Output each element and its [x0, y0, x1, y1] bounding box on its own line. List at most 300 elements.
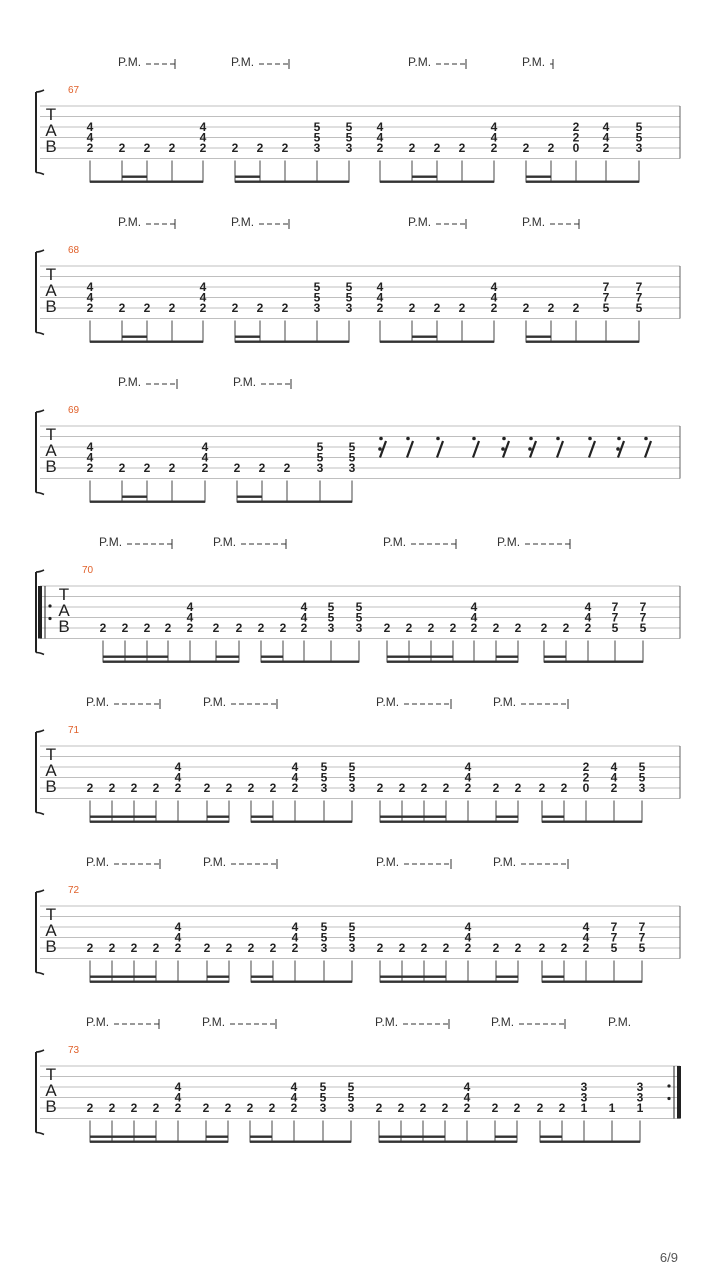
fret-number: 2 [203, 941, 211, 955]
fret-number: 2 [538, 941, 546, 955]
fret-number: 3 [348, 781, 356, 795]
palm-mute-label: P.M. [375, 1015, 399, 1029]
rhythm-slash [557, 441, 563, 458]
beam-secondary [496, 816, 518, 818]
fret-number: 2 [492, 781, 500, 795]
fret-number: 5 [345, 280, 353, 294]
beam-secondary [387, 656, 453, 658]
fret-number: 2 [420, 941, 428, 955]
fret-number: 2 [86, 301, 94, 315]
beam-secondary [122, 176, 147, 178]
fret-number: 5 [316, 440, 324, 454]
fret-number: 2 [602, 141, 610, 155]
rhythm-slash-dot [501, 447, 505, 451]
repeat-dot [48, 617, 51, 620]
fret-number: 2 [168, 461, 176, 475]
system-bracket-end [36, 1050, 44, 1135]
beam [90, 1141, 228, 1143]
fret-number: 4 [199, 290, 207, 305]
fret-number: 4 [464, 920, 472, 934]
fret-number: 2 [405, 621, 413, 635]
fret-number: 5 [320, 770, 328, 785]
fret-number: 4 [86, 280, 94, 294]
tab-clef-letter: A [45, 121, 57, 140]
measure-number: 69 [68, 405, 80, 416]
fret-number: 3 [345, 141, 353, 155]
beam-secondary [207, 976, 229, 978]
fret-number: 2 [225, 941, 233, 955]
fret-number: 2 [441, 1101, 449, 1115]
fret-number: 2 [174, 941, 182, 955]
fret-number: 2 [130, 941, 138, 955]
fret-number: 2 [86, 781, 94, 795]
fret-number: 2 [256, 141, 264, 155]
beam [90, 501, 205, 503]
fret-number: 7 [638, 930, 646, 945]
palm-mute-label: P.M. [491, 1015, 515, 1029]
fret-number: 4 [199, 280, 207, 294]
fret-number: 3 [580, 1090, 588, 1105]
beam-secondary [122, 496, 147, 498]
palm-mute-label: P.M. [99, 535, 123, 549]
measure-number: 72 [68, 885, 80, 896]
fret-number: 7 [611, 610, 619, 625]
fret-number: 5 [635, 120, 643, 134]
beam-secondary [412, 176, 437, 178]
fret-number: 2 [522, 301, 530, 315]
fret-number: 2 [201, 461, 209, 475]
fret-number: 2 [464, 781, 472, 795]
fret-number: 2 [514, 621, 522, 635]
beam-secondary [207, 816, 229, 818]
fret-number: 5 [327, 610, 335, 625]
fret-number: 2 [547, 301, 555, 315]
tab-system-67 [36, 55, 680, 183]
fret-number: 5 [319, 1080, 327, 1094]
fret-number: 2 [427, 621, 435, 635]
measure-number: 67 [68, 85, 80, 96]
beam [251, 981, 352, 983]
fret-number: 5 [347, 1090, 355, 1105]
fret-number: 4 [376, 280, 384, 294]
tab-clef-letter: B [45, 457, 57, 476]
fret-number: 2 [268, 1101, 276, 1115]
palm-mute-label: P.M. [497, 535, 521, 549]
palm-mute-label: P.M. [522, 215, 546, 229]
fret-number: 5 [348, 440, 356, 454]
palm-mute-label: P.M. [118, 55, 142, 69]
fret-number: 4 [490, 280, 498, 294]
palm-mute-label: P.M. [522, 55, 546, 69]
beam-secondary [526, 176, 551, 178]
fret-number: 4 [300, 610, 308, 625]
beam [90, 181, 203, 183]
fret-number: 2 [202, 1101, 210, 1115]
beam [526, 341, 639, 343]
fret-number: 3 [320, 941, 328, 955]
fret-number: 2 [256, 301, 264, 315]
fret-number: 2 [246, 1101, 254, 1115]
fret-number: 4 [174, 770, 182, 785]
fret-number: 4 [300, 600, 308, 614]
fret-number: 2 [419, 1101, 427, 1115]
fret-number: 3 [319, 1101, 327, 1115]
fret-number: 2 [174, 781, 182, 795]
repeat-dot [667, 1097, 670, 1100]
fret-number: 5 [320, 760, 328, 774]
fret-number: 2 [572, 301, 580, 315]
fret-number: 2 [582, 941, 590, 955]
beam-secondary [542, 976, 564, 978]
fret-number: 2 [231, 301, 239, 315]
system-bracket-end [36, 410, 44, 495]
fret-number: 5 [319, 1090, 327, 1105]
fret-number: 5 [313, 120, 321, 134]
fret-number: 5 [348, 760, 356, 774]
tab-clef-letter: A [58, 601, 70, 620]
palm-mute-label: P.M. [213, 535, 237, 549]
fret-number: 2 [408, 141, 416, 155]
tab-clef-letter: A [45, 441, 57, 460]
tab-clef-letter: A [45, 921, 57, 940]
tab-system-72 [36, 855, 680, 983]
fret-number: 2 [199, 301, 207, 315]
fret-number: 4 [174, 1090, 182, 1105]
beam [380, 181, 494, 183]
fret-number: 2 [118, 461, 126, 475]
fret-number: 2 [224, 1101, 232, 1115]
fret-number: 2 [235, 621, 243, 635]
beam [380, 341, 494, 343]
beam [542, 981, 642, 983]
fret-number: 4 [602, 120, 610, 134]
fret-number: 4 [470, 600, 478, 614]
fret-number: 3 [316, 461, 324, 475]
fret-number: 1 [636, 1101, 644, 1115]
fret-number: 4 [201, 440, 209, 454]
fret-number: 7 [635, 290, 643, 305]
fret-number: 2 [168, 141, 176, 155]
fret-number: 3 [580, 1080, 588, 1094]
fret-number: 2 [99, 621, 107, 635]
fret-number: 2 [291, 941, 299, 955]
fret-number: 4 [291, 760, 299, 774]
tab-clef-letter: T [45, 1065, 57, 1084]
fret-number: 5 [638, 770, 646, 785]
beam-secondary [261, 656, 283, 658]
fret-number: 4 [86, 130, 94, 145]
tab-clef-letter: T [45, 745, 57, 764]
fret-number: 2 [168, 301, 176, 315]
fret-number: 2 [143, 461, 151, 475]
beam [250, 1141, 351, 1143]
fret-number: 4 [290, 1080, 298, 1094]
fret-number: 2 [522, 141, 530, 155]
palm-mute-label: P.M. [203, 695, 227, 709]
fret-number: 7 [602, 290, 610, 305]
fret-number: 2 [130, 781, 138, 795]
palm-mute-label: P.M. [408, 55, 432, 69]
fret-number: 2 [464, 941, 472, 955]
beam-secondary [90, 1136, 156, 1138]
rhythm-slash-dot [644, 437, 648, 441]
fret-number: 2 [376, 941, 384, 955]
fret-number: 5 [313, 280, 321, 294]
rhythm-slash [437, 441, 443, 458]
tab-system-70 [36, 535, 680, 663]
fret-number: 2 [458, 141, 466, 155]
fret-number: 2 [143, 141, 151, 155]
beam [235, 341, 349, 343]
fret-number: 2 [225, 781, 233, 795]
fret-number: 5 [348, 770, 356, 785]
measure-number: 70 [82, 565, 94, 576]
beam-secondary [526, 336, 551, 338]
fret-number: 2 [86, 941, 94, 955]
fret-number: 5 [610, 941, 618, 955]
tab-clef-letter: A [45, 1081, 57, 1100]
tab-clef-letter: T [58, 585, 70, 604]
fret-number: 2 [458, 301, 466, 315]
fret-number: 2 [247, 941, 255, 955]
fret-number: 4 [174, 760, 182, 774]
fret-number: 5 [635, 130, 643, 145]
fret-number: 2 [433, 141, 441, 155]
fret-number: 5 [638, 760, 646, 774]
fret-number: 2 [492, 941, 500, 955]
fret-number: 4 [186, 600, 194, 614]
fret-number: 5 [348, 930, 356, 945]
palm-mute-label: P.M. [608, 1015, 632, 1029]
fret-number: 2 [442, 941, 450, 955]
fret-number: 2 [540, 621, 548, 635]
fret-number: 4 [582, 920, 590, 934]
palm-mute-label: P.M. [231, 55, 255, 69]
fret-number: 2 [258, 461, 266, 475]
repeat-end-thick-bar [677, 1066, 681, 1119]
fret-number: 4 [584, 600, 592, 614]
beam [237, 501, 352, 503]
fret-number: 5 [635, 301, 643, 315]
fret-number: 5 [313, 130, 321, 145]
palm-mute-label: P.M. [408, 215, 432, 229]
fret-number: 0 [572, 141, 580, 155]
fret-number: 2 [290, 1101, 298, 1115]
fret-number: 7 [610, 930, 618, 945]
fret-number: 4 [290, 1090, 298, 1105]
fret-number: 2 [572, 130, 580, 145]
rhythm-slash-dot [617, 437, 621, 441]
rhythm-slash [645, 441, 651, 458]
fret-number: 2 [108, 1101, 116, 1115]
palm-mute-label: P.M. [202, 1015, 226, 1029]
palm-mute-label: P.M. [86, 855, 110, 869]
beam [526, 181, 639, 183]
fret-number: 2 [281, 141, 289, 155]
fret-number: 4 [582, 930, 590, 945]
fret-number: 2 [514, 941, 522, 955]
tab-system-69 [36, 375, 680, 503]
fret-number: 2 [572, 120, 580, 134]
fret-number: 1 [580, 1101, 588, 1115]
fret-number: 4 [610, 760, 618, 774]
beam-secondary [235, 176, 260, 178]
rhythm-slash-dot [472, 437, 476, 441]
beam-secondary [90, 976, 156, 978]
fret-number: 4 [291, 770, 299, 785]
beam [544, 661, 643, 663]
palm-mute-label: P.M. [383, 535, 407, 549]
fret-number: 2 [164, 621, 172, 635]
palm-mute-label: P.M. [203, 855, 227, 869]
fret-number: 3 [355, 621, 363, 635]
page-number: 6/9 [659, 1250, 678, 1265]
tab-clef-letter: T [45, 425, 57, 444]
beam [235, 181, 349, 183]
fret-number: 2 [186, 621, 194, 635]
fret-number: 4 [174, 920, 182, 934]
fret-number: 2 [383, 621, 391, 635]
tab-clef-letter: B [45, 137, 57, 156]
beam-secondary [90, 816, 156, 818]
fret-number: 2 [376, 301, 384, 315]
fret-number: 3 [348, 461, 356, 475]
fret-number: 2 [420, 781, 428, 795]
beam-secondary [496, 976, 518, 978]
fret-number: 2 [490, 141, 498, 155]
beam-secondary [122, 336, 147, 338]
fret-number: 2 [433, 301, 441, 315]
beam-secondary [251, 816, 273, 818]
fret-number: 4 [201, 450, 209, 465]
fret-number: 3 [345, 301, 353, 315]
fret-number: 2 [513, 1101, 521, 1115]
palm-mute-label: P.M. [493, 855, 517, 869]
rhythm-slash-dot [379, 437, 383, 441]
fret-number: 2 [560, 941, 568, 955]
fret-number: 2 [143, 621, 151, 635]
tab-system-73 [36, 1015, 681, 1143]
system-bracket-end [36, 730, 44, 815]
fret-number: 2 [558, 1101, 566, 1115]
beam [387, 661, 518, 663]
tab-clef-letter: B [45, 297, 57, 316]
fret-number: 5 [347, 1080, 355, 1094]
palm-mute-label: P.M. [86, 1015, 110, 1029]
palm-mute-label: P.M. [493, 695, 517, 709]
fret-number: 2 [491, 1101, 499, 1115]
rhythm-slash [407, 441, 413, 458]
system-bracket-end [36, 890, 44, 975]
fret-number: 5 [316, 450, 324, 465]
fret-number: 3 [313, 141, 321, 155]
fret-number: 5 [345, 120, 353, 134]
fret-number: 4 [376, 120, 384, 134]
fret-number: 1 [608, 1101, 616, 1115]
beam-secondary [540, 1136, 562, 1138]
fret-number: 2 [233, 461, 241, 475]
beam [103, 661, 239, 663]
tab-clef-letter: T [45, 905, 57, 924]
beam [261, 661, 359, 663]
fret-number: 4 [490, 120, 498, 134]
rhythm-slash [589, 441, 595, 458]
fret-number: 3 [327, 621, 335, 635]
fret-number: 2 [86, 461, 94, 475]
fret-number: 2 [492, 621, 500, 635]
fret-number: 3 [348, 941, 356, 955]
fret-number: 4 [174, 930, 182, 945]
fret-number: 2 [281, 301, 289, 315]
tab-system-71 [36, 695, 680, 823]
fret-number: 7 [639, 600, 647, 614]
beam-secondary [237, 496, 262, 498]
fret-number: 2 [174, 1101, 182, 1115]
beam-secondary [250, 1136, 272, 1138]
fret-number: 2 [408, 301, 416, 315]
fret-number: 5 [313, 290, 321, 305]
fret-number: 5 [611, 621, 619, 635]
fret-number: 4 [470, 610, 478, 625]
fret-number: 2 [257, 621, 265, 635]
beam [90, 981, 229, 983]
tab-clef-letter: A [45, 761, 57, 780]
tab-clef-letter: B [45, 937, 57, 956]
palm-mute-label: P.M. [376, 855, 400, 869]
tab-clef-letter: B [45, 1097, 57, 1116]
beam-secondary [495, 1136, 517, 1138]
fret-number: 5 [355, 610, 363, 625]
fret-number: 5 [345, 290, 353, 305]
palm-mute-label: P.M. [233, 375, 257, 389]
fret-number: 2 [108, 941, 116, 955]
palm-mute-label: P.M. [118, 375, 142, 389]
rhythm-slash-dot [406, 437, 410, 441]
fret-number: 2 [269, 781, 277, 795]
fret-number: 2 [547, 141, 555, 155]
fret-number: 7 [602, 280, 610, 294]
fret-number: 2 [397, 1101, 405, 1115]
rhythm-slash-dot [529, 437, 533, 441]
fret-number: 5 [639, 621, 647, 635]
fret-number: 7 [635, 280, 643, 294]
fret-number: 2 [279, 621, 287, 635]
measure-number: 73 [68, 1045, 80, 1056]
rhythm-slash-dot [556, 437, 560, 441]
fret-number: 4 [86, 450, 94, 465]
fret-number: 2 [449, 621, 457, 635]
fret-number: 4 [610, 770, 618, 785]
fret-number: 3 [636, 1090, 644, 1105]
fret-number: 2 [463, 1101, 471, 1115]
fret-number: 4 [199, 130, 207, 145]
fret-number: 5 [320, 920, 328, 934]
repeat-dot [667, 1084, 670, 1087]
fret-number: 5 [348, 920, 356, 934]
fret-number: 2 [108, 781, 116, 795]
fret-number: 2 [86, 141, 94, 155]
fret-number: 4 [291, 920, 299, 934]
fret-number: 7 [639, 610, 647, 625]
fret-number: 4 [186, 610, 194, 625]
beam-secondary [544, 656, 566, 658]
fret-number: 2 [584, 621, 592, 635]
beam [380, 981, 518, 983]
beam-secondary [235, 336, 260, 338]
beam-secondary [216, 656, 239, 658]
rhythm-slash [473, 441, 479, 458]
palm-mute-label: P.M. [231, 215, 255, 229]
